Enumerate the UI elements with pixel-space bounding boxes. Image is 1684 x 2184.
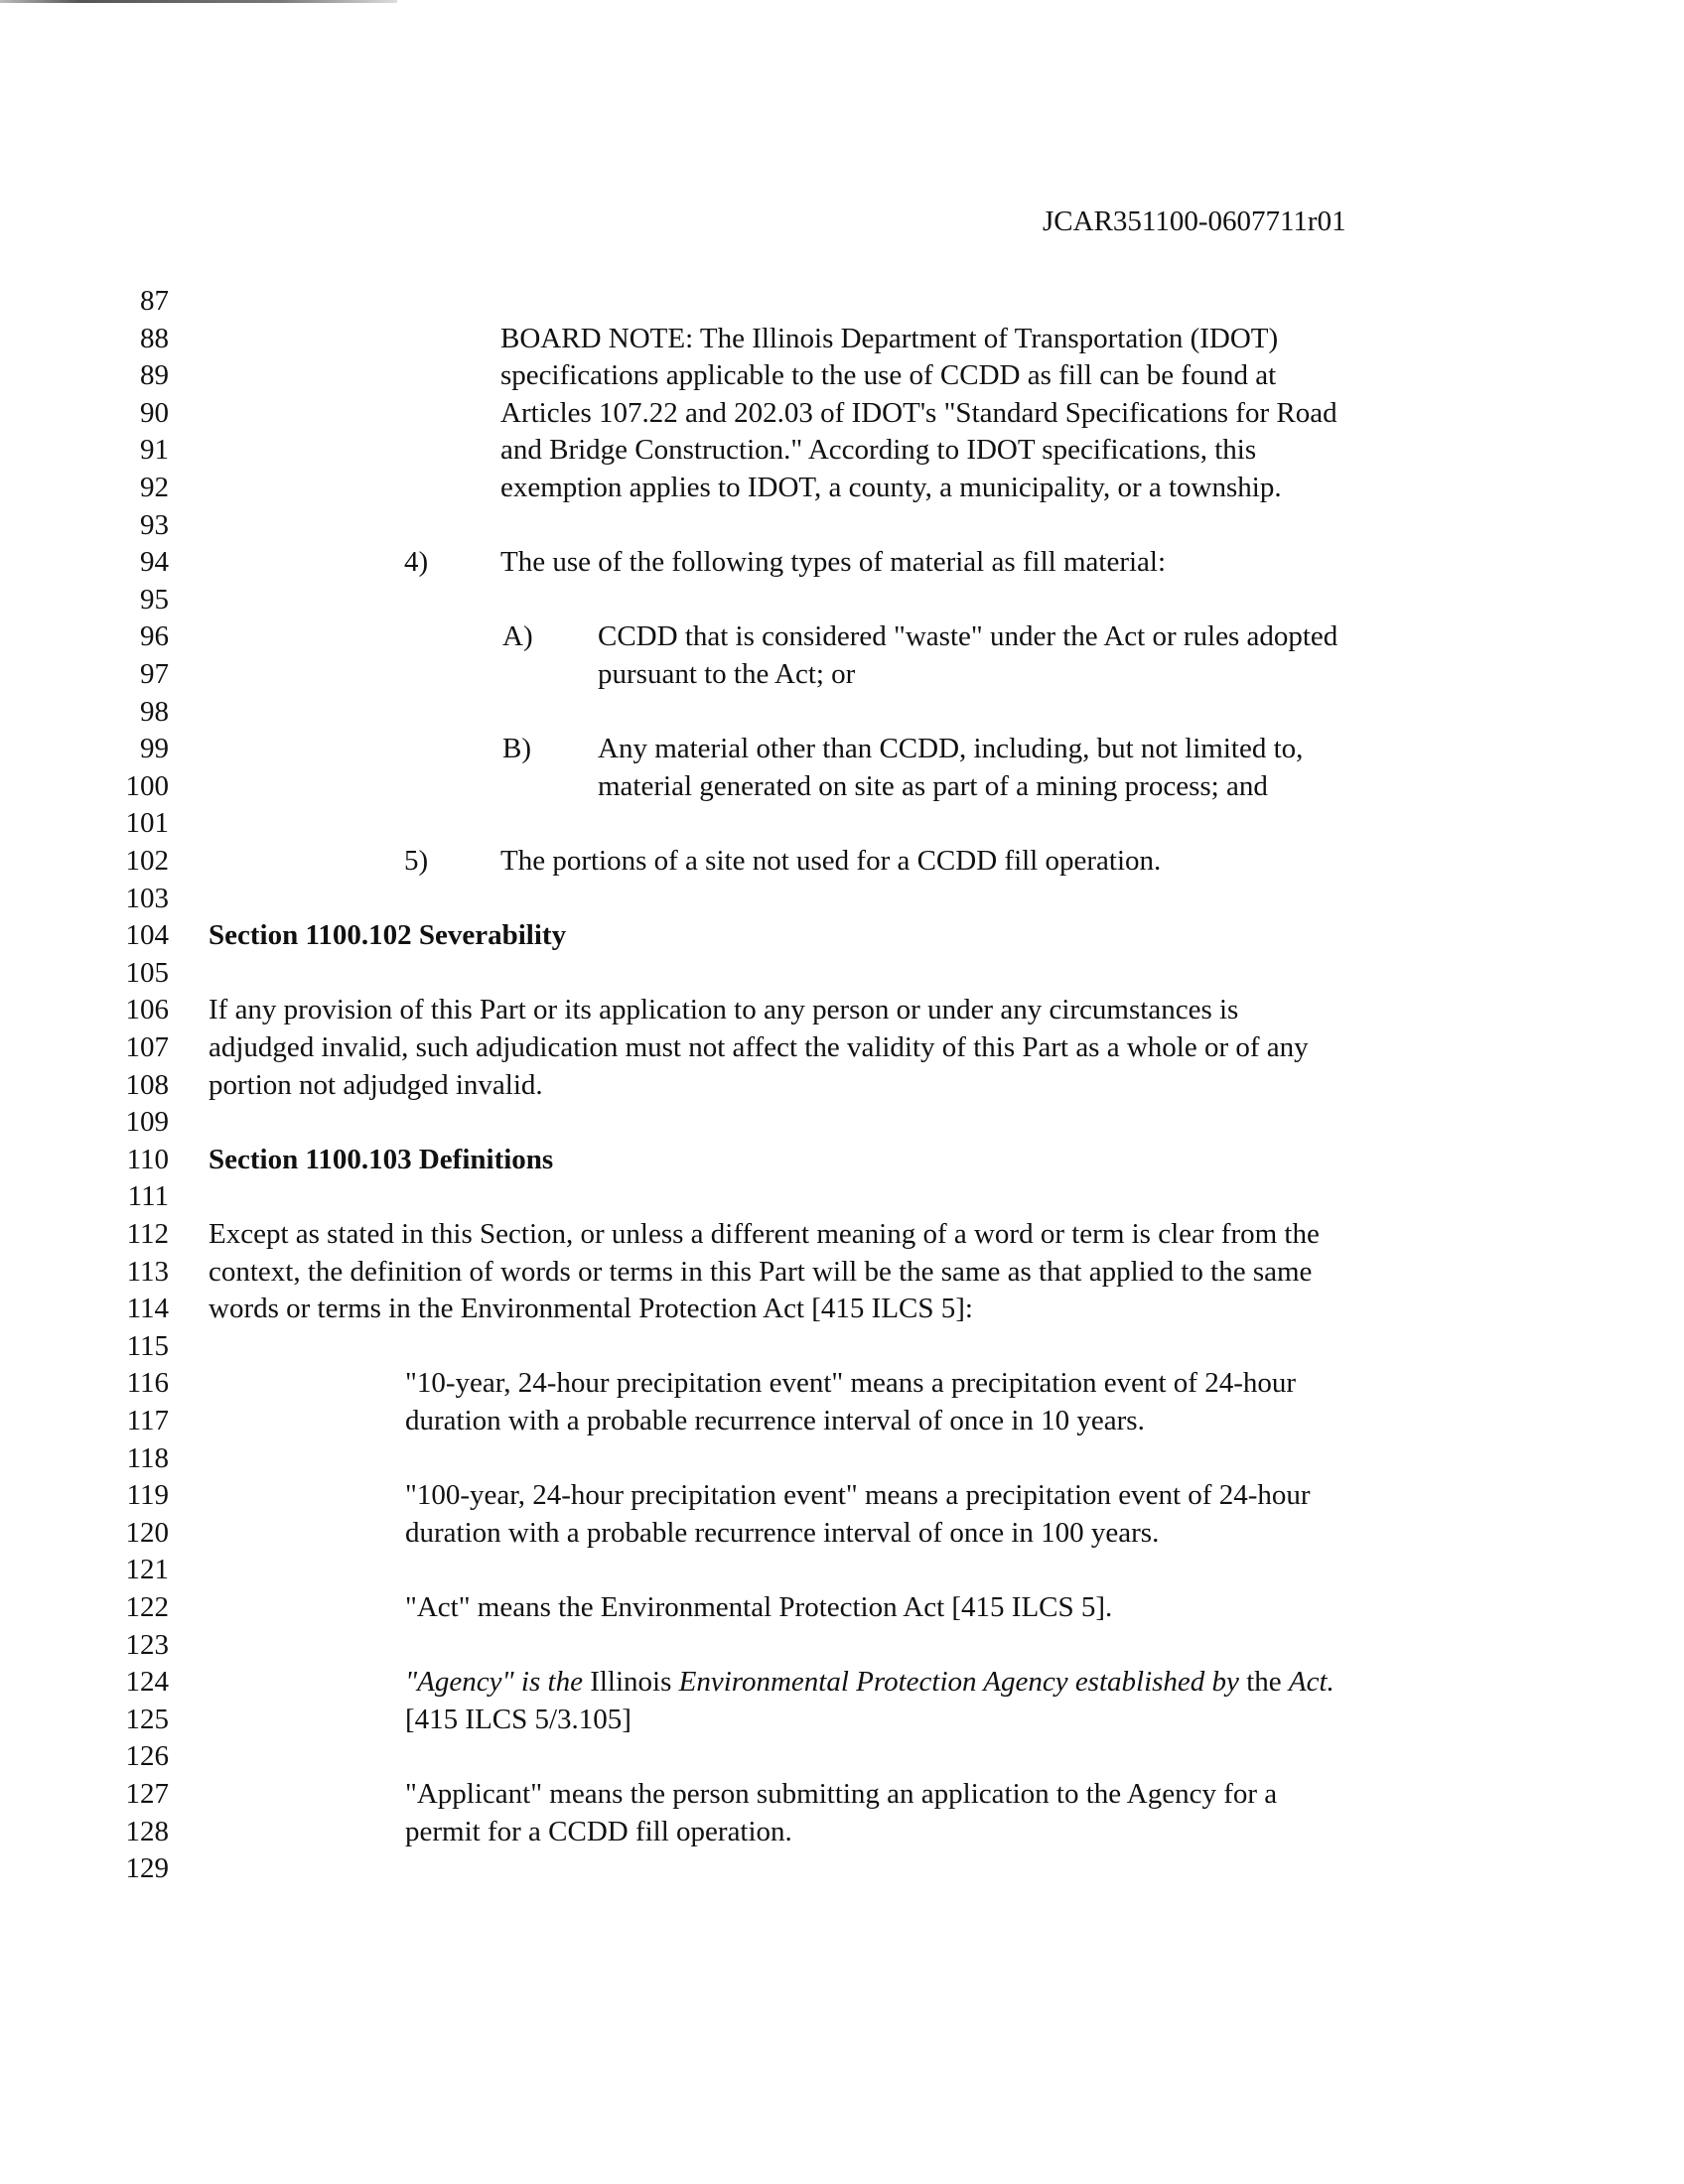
- line-number: 110: [126, 1144, 169, 1175]
- line-number: 96: [140, 620, 169, 652]
- line-number: 123: [125, 1629, 169, 1661]
- line-number: 108: [125, 1069, 169, 1101]
- line-number: 113: [126, 1256, 169, 1288]
- line-number: 128: [125, 1816, 169, 1847]
- definition-line: "100-year, 24-hour precipitation event" means a precipitation event of 24-hour: [405, 1479, 1311, 1511]
- board-note-line: Articles 107.22 and 202.03 of IDOT's "Standard Specifications for Road: [500, 397, 1337, 429]
- paragraph-line: portion not adjudged invalid.: [209, 1069, 543, 1101]
- line-number: 93: [140, 509, 169, 541]
- line-number: 121: [125, 1554, 169, 1585]
- definition-line: [405, 1663, 1334, 1701]
- line-number: 95: [140, 584, 169, 615]
- line-number: 117: [126, 1405, 169, 1436]
- item-text: The portions of a site not used for a CCDD fill operation.: [500, 845, 1162, 877]
- line-number: 111: [127, 1180, 169, 1212]
- line-number: 125: [125, 1704, 169, 1735]
- subitem-text: pursuant to the Act; or: [598, 658, 856, 690]
- board-note-line: exemption applies to IDOT, a county, a municipality, or a township.: [500, 472, 1282, 503]
- document-id: JCAR351100-0607711r01: [1043, 205, 1346, 237]
- line-number: 99: [140, 733, 169, 764]
- paragraph-line: Except as stated in this Section, or unless a different meaning of a word or term is clear from the: [209, 1218, 1320, 1250]
- line-number: 104: [125, 919, 169, 951]
- section-heading: Section 1100.103 Definitions: [209, 1144, 554, 1175]
- line-number: 124: [125, 1666, 169, 1698]
- statutory-text: Act.: [1288, 1666, 1334, 1698]
- line-number: 114: [126, 1293, 169, 1324]
- line-number: 87: [140, 285, 169, 317]
- section-heading: Section 1100.102 Severability: [209, 919, 567, 951]
- paragraph-line: adjudged invalid, such adjudication must not affect the validity of this Part as a whole or of any: [209, 1031, 1309, 1063]
- board-note-line: and Bridge Construction." According to IDOT specifications, this: [500, 434, 1257, 466]
- line-number: 97: [140, 658, 169, 690]
- line-number: 102: [125, 845, 169, 877]
- line-number: 112: [126, 1218, 169, 1250]
- definition-line: permit for a CCDD fill operation.: [405, 1816, 792, 1847]
- subitem-text: CCDD that is considered "waste" under the Act or rules adopted: [598, 620, 1338, 652]
- line-number: 105: [125, 957, 169, 989]
- line-number: 101: [125, 807, 169, 839]
- line-number: 90: [140, 397, 169, 429]
- definition-line: "Act" means the Environmental Protection Act [415 ILCS 5].: [405, 1591, 1113, 1623]
- definition-line: "Applicant" means the person submitting an application to the Agency for a: [405, 1778, 1278, 1810]
- line-number: 119: [126, 1479, 169, 1511]
- line-number: 129: [125, 1852, 169, 1884]
- statutory-text: "Agency" is the: [405, 1666, 591, 1698]
- line-number: 120: [125, 1517, 169, 1549]
- item-label: 5): [404, 845, 429, 877]
- line-number: 92: [140, 472, 169, 503]
- paragraph-line: words or terms in the Environmental Protection Act [415 ILCS 5]:: [209, 1293, 973, 1324]
- line-number: 115: [126, 1330, 169, 1362]
- line-number: 98: [140, 696, 169, 728]
- line-number: 127: [125, 1778, 169, 1810]
- paragraph-line: If any provision of this Part or its application to any person or under any circumstances is: [209, 994, 1239, 1025]
- subitem-text: material generated on site as part of a mining process; and: [598, 770, 1268, 802]
- board-note-line: BOARD NOTE: The Illinois Department of Transportation (IDOT): [500, 323, 1279, 354]
- statutory-text: Environmental Protection Agency established by: [671, 1666, 1239, 1698]
- subitem-text: Any material other than CCDD, including, but not limited to,: [598, 733, 1304, 764]
- added-text: the: [1238, 1666, 1289, 1698]
- line-number: 89: [140, 359, 169, 391]
- paragraph-line: context, the definition of words or terms in this Part will be the same as that applied to the same: [209, 1256, 1313, 1288]
- line-number: 103: [125, 883, 169, 914]
- line-number: 116: [126, 1367, 169, 1399]
- definition-line: "10-year, 24-hour precipitation event" means a precipitation event of 24-hour: [405, 1367, 1297, 1399]
- definition-line: duration with a probable recurrence interval of once in 100 years.: [405, 1517, 1160, 1549]
- line-number: 122: [125, 1591, 169, 1623]
- subitem-label: A): [502, 620, 533, 652]
- item-label: 4): [404, 546, 429, 578]
- line-number: 88: [140, 323, 169, 354]
- scan-artifact-line: [0, 0, 397, 3]
- line-number: 126: [125, 1740, 169, 1772]
- definition-citation: [415 ILCS 5/3.105]: [405, 1704, 632, 1735]
- line-number: 106: [125, 994, 169, 1025]
- line-number: 118: [126, 1442, 169, 1474]
- added-text: Illinois: [590, 1666, 672, 1698]
- line-number: 109: [125, 1106, 169, 1138]
- line-number: 91: [140, 434, 169, 466]
- item-text: The use of the following types of material as fill material:: [500, 546, 1167, 578]
- subitem-label: B): [502, 733, 531, 764]
- line-number: 100: [125, 770, 169, 802]
- line-number: 107: [125, 1031, 169, 1063]
- definition-line: duration with a probable recurrence interval of once in 10 years.: [405, 1405, 1145, 1436]
- line-number: 94: [140, 546, 169, 578]
- board-note-line: specifications applicable to the use of CCDD as fill can be found at: [500, 359, 1277, 391]
